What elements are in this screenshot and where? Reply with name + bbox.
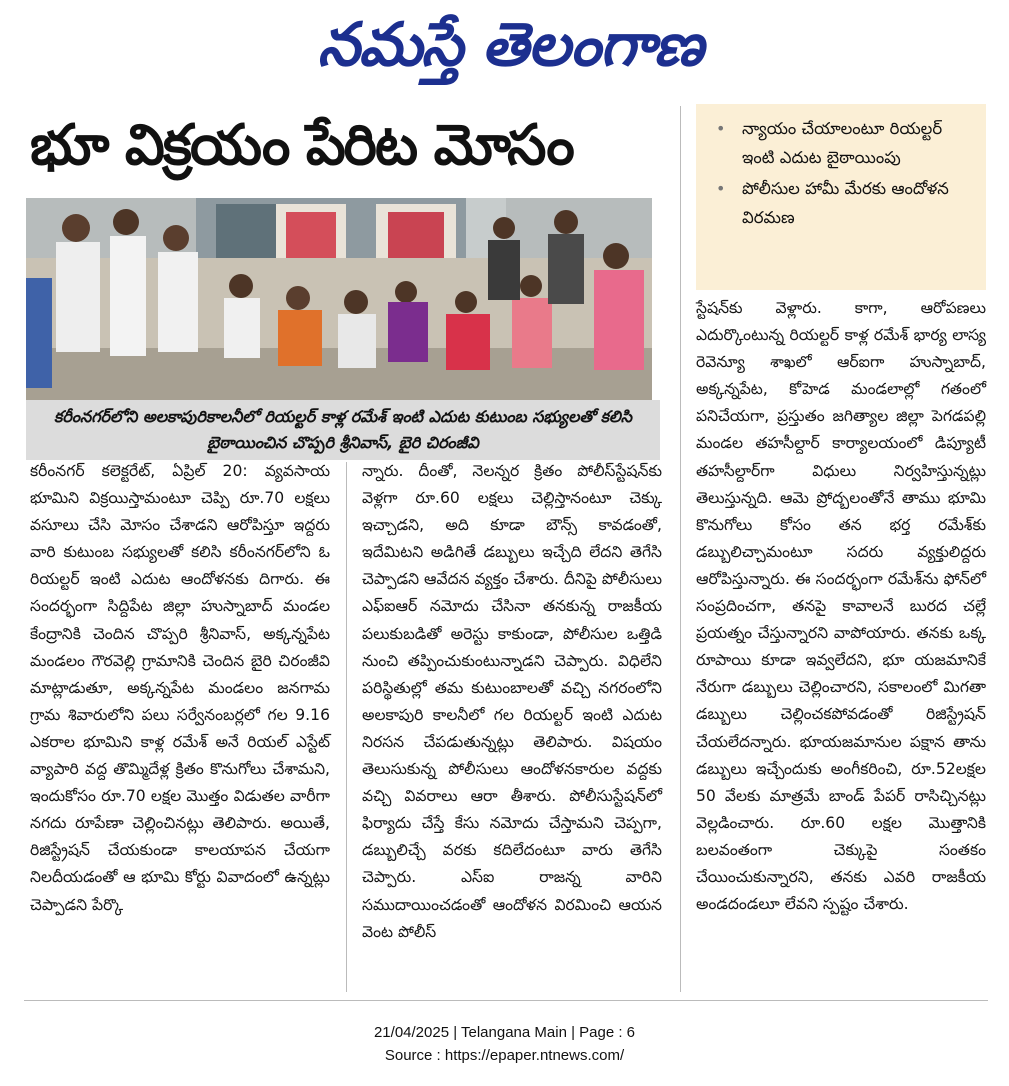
highlights-box (696, 104, 986, 290)
highlight-text: పోలీసుల హామీ మేరకు ఆందోళన విరమణ (742, 179, 949, 227)
footer-date-line: 21/04/2025 | Telangana Main | Page : 6 (373, 1024, 636, 1041)
article-column-3 (696, 295, 986, 918)
article-text: స్టేషన్‌కు వెళ్లారు. కాగా, ఆరోపణలు ఎదుర్కొంటున్న రియల్టర్ కాళ్ల రమేశ్ భార్య లాస్య రెవెన్యూ శాఖలో ఆర్ఐగా హుస్నాబాద్, అక్కన్నపేట, కోహెడ మండలాల్లో గతంలో పనిచేయగా, ప్రస్తుతం జగిత్యాల జిల్లా పెగడపల్లి మండల తహసీల్దార్ కార్యాలయంలో డిప్యూటీ తహసీల్దార్‌గా విధులు నిర్వహిస్తున్నట్లు తెలుస్తున్నది. ఆమె ప్రోద్బలంతోనే తాము భూమి కొనుగోలు కోసం తన భర్త రమేశ్‌కు డబ్బులిచ్చామంటూ సదరు వ్యక్తులిద్దరు ఆరోపిస్తున్నారు. ఈ సందర్భంగా రమేశ్‌ను ఫోన్‌లో సంప్రదించగా, తనపై కావాలనే బురద చల్లే ప్రయత్నం చేస్తున్నారని వాపోయారు. తనకు ఒక్క రూపాయి కూడా ఇవ్వలేదని, భూ యజమానికే నేరుగా డబ్బులు చెల్లించారని, సకాలంలో మిగతా డబ్బులు చెల్లించకపోవడంతో రిజిస్ట్రేషన్ చేయలేదన్నారు. భూయజమానుల పక్షాన తాను డబ్బులు ఇచ్చేందుకు అంగీకరించి, రూ.52లక్షల 50 వేలకు మాత్రమే బాండ్ పేపర్ రాసిచ్చినట్లు వెల్లడించారు. రూ.60 లక్షల మొత్తానికి బలవంతంగా చెక్కుపై సంతకం చేయించుకున్నారని, తనకు ఎవరి రాజకీయ అండదండలూ లేవని స్పష్టం చేశారు. (696, 299, 986, 914)
highlight-text: న్యాయం చేయాలంటూ రియల్టర్ ఇంటి ఎదుట బైఠాయింపు (742, 119, 943, 167)
article-text: న్నారు. దీంతో, నెలన్నర క్రితం పోలీస్‌స్టేషన్‌కు వెళ్లగా రూ.60 లక్షలు చెల్లిస్తానంటూ చెక్కు ఇచ్చాడని, అది కూడా బౌన్స్ కావడంతో, ఇదేమిటని అడిగితే డబ్బులు ఇచ్చేది లేదని తెగేసి చెప్పాడని ఆవేదన వ్యక్తం చేశారు. దీనిపై పోలీసులు ఎఫ్ఐఆర్ నమోదు చేసినా తనకున్న రాజకీయ పలుకుబడితో అరెస్టు కాకుండా, పోలీసుల ఒత్తిడి నుంచి తప్పించుకుంటున్నాడని చెప్పారు. విధిలేని పరిస్థితుల్లో తమ కుటుంబాలతో వచ్చి నగరంలోని అలకాపురి కాలనీలో గల రియల్టర్ ఇంటి ఎదుట నిరసన చేపడుతున్నట్లు తెలిపారు. విషయం తెలుసుకున్న పోలీసులు ఆందోళనకారుల వద్దకు వచ్చి వివరాలు ఆరా తీశారు. పోలీసుస్టేషన్‌లో ఫిర్యాదు చేస్తే కేసు నమోదు చేస్తామని చెప్పగా, డబ్బులిచ్చే వరకు కదిలేదంటూ వారు తెగేసి చెప్పారు. ఎస్ఐ రాజన్న వారిని సముదాయించడంతో ఆందోళన విరమించి ఆయన వెంట పోలీస్ (362, 462, 662, 941)
article-text: కరీంనగర్ కలెక్టరేట్, ఏప్రిల్ 20: వ్యవసాయ భూమిని విక్రయిస్తామంటూ చెప్పి రూ.70 లక్షలు వసూలు చేసి మోసం చేశాడని ఆరోపిస్తూ ఇద్దరు వారి కుటుంబ సభ్యులతో కలిసి కరీంనగర్‌లోని ఓ రియల్టర్ ఇంటి ఎదుట ఆందోళనకు దిగారు. ఈ సందర్భంగా సిద్దిపేట జిల్లా హుస్నాబాద్ మండల కేంద్రానికి చెందిన చొప్పరి శ్రీనివాస్, అక్కన్నపేట మండలం గౌరవెల్లి గ్రామానికి చెందిన బైరి చిరంజీవి మాట్లాడుతూ, అక్కన్నపేట మండలం జనగామ గ్రామ శివారులోని పలు సర్వేనంబర్లలో గల 9.16 ఎకరాల భూమిని కాళ్ల రమేశ్ అనే రియల్ ఎస్టేట్ వ్యాపారి వద్ద తొమ్మిదేళ్ల క్రితం కొనుగోలు చేశామని, ఇందుకోసం రూ.70 లక్షల మొత్తం విడుతల వారీగా నగదు రూపేణా చెల్లించినట్లు తెలిపారు. అయితే, రిజిస్ట్రేషన్ చేయకుండా కాలయాపన చేయగా నిలదీయడంతో ఆ భూమి కోర్టు వివాదంలో ఉన్నట్లు చెప్పాడని పేర్కొ (30, 462, 330, 914)
bullet-icon: • (716, 179, 726, 198)
photo-caption: కరీంనగర్‌లోని అలకాపురికాలనీలో రియల్టర్ కాళ్ల రమేశ్ ఇంటి ఎదుట కుటుంబ సభ్యులతో కలిసి బైఠాయించిన చొప్పరి శ్రీనివాస్, బైరి చిరంజీవి (26, 400, 660, 460)
column-divider (346, 462, 347, 992)
highlight-item (708, 114, 974, 172)
bullet-icon: • (716, 119, 726, 138)
highlight-item (708, 174, 974, 232)
column-divider (680, 106, 681, 992)
article-headline: భూ విక్రయం పేరిట మోసం (30, 113, 573, 178)
bottom-rule (24, 1000, 988, 1001)
footer-source-line: Source : https://epaper.ntnews.com/ (384, 1047, 625, 1064)
masthead-title: నమస్తే తెలంగాణ (317, 10, 703, 80)
article-column-1 (30, 458, 330, 919)
article-column-2 (362, 458, 662, 946)
protest-photo (26, 198, 652, 400)
